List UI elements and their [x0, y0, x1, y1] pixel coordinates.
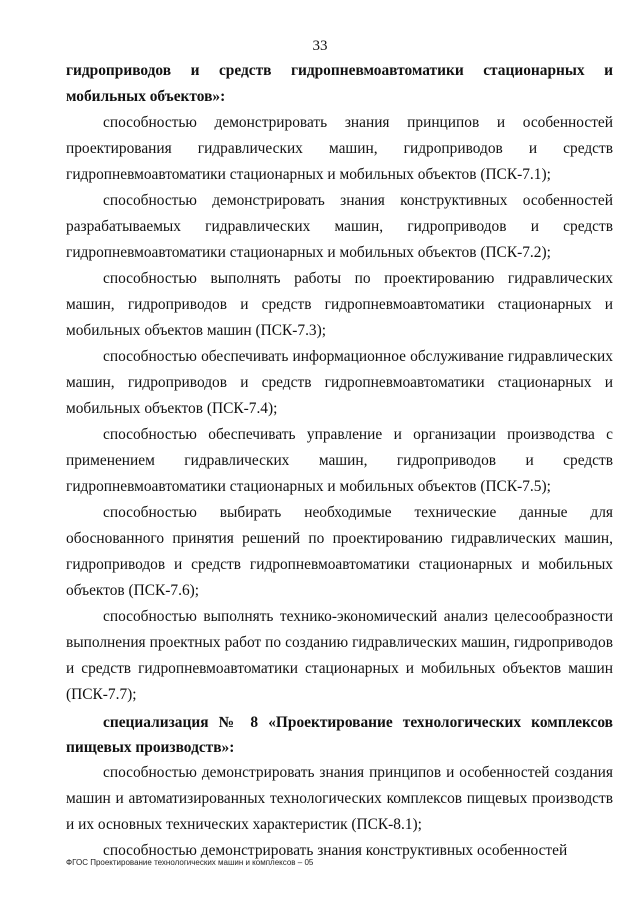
competency-psk-7-4: способностью обеспечивать информационное обслуживание гидравлических машин, гидроприводов и средств гидропневмоавтоматики стационарных и мобильных объектов (ПСК-7.4); [66, 348, 613, 417]
specialization-8-heading: специализация № 8 «Проектирование технологических комплексов пищевых производств»: [66, 714, 613, 756]
competency-psk-7-7: способностью выполнять технико-экономический анализ целесообразности выполнения проектных работ по созданию гидравлических машин, гидроприводов и средств гидропневмоавтоматики стационарных и мобильных объектов машин (ПСК-7.7); [66, 608, 613, 703]
competency-psk-7-2: способностью демонстрировать знания конструктивных особенностей разрабатываемых гидравлических машин, гидроприводов и средств гидропневмоавтоматики стационарных и мобильных объектов (ПСК-7.2); [66, 192, 613, 261]
document-body [66, 58, 613, 864]
competency-psk-7-6: способностью выбирать необходимые технические данные для обоснованного принятия решений по проектированию гидравлических машин, гидроприводов и средств гидропневмоавтоматики стационарных и мобильных объектов (ПСК-7.6); [66, 504, 613, 599]
page-number: 33 [312, 38, 328, 54]
competency-psk-7-5: способностью обеспечивать управление и организации производства с применением гидравлических машин, гидроприводов и средств гидропневмоавтоматики стационарных и мобильных объектов (ПСК-7.5); [66, 426, 613, 495]
specialization-7-heading-continued: гидроприводов и средств гидропневмоавтоматики стационарных и мобильных объектов»: [66, 62, 613, 105]
competency-psk-7-3: способностью выполнять работы по проектированию гидравлических машин, гидроприводов и средств гидропневмоавтоматики стационарных и мобильных объектов машин (ПСК-7.3); [66, 270, 613, 339]
competency-psk-8-1: способностью демонстрировать знания принципов и особенностей создания машин и автоматизированных технологических комплексов пищевых производств и их основных технических характеристик (ПСК-8.1); [66, 764, 613, 833]
page-footer: ФГОС Проектирование технологических машин и комплексов – 05 [66, 858, 314, 867]
competency-psk-8-2-start: способностью демонстрировать знания конструктивных особенностей [103, 842, 568, 859]
competency-psk-7-1: способностью демонстрировать знания принципов и особенностей проектирования гидравлических машин, гидроприводов и средств гидропневмоавтоматики стационарных и мобильных объектов (ПСК-7.1); [66, 114, 613, 183]
